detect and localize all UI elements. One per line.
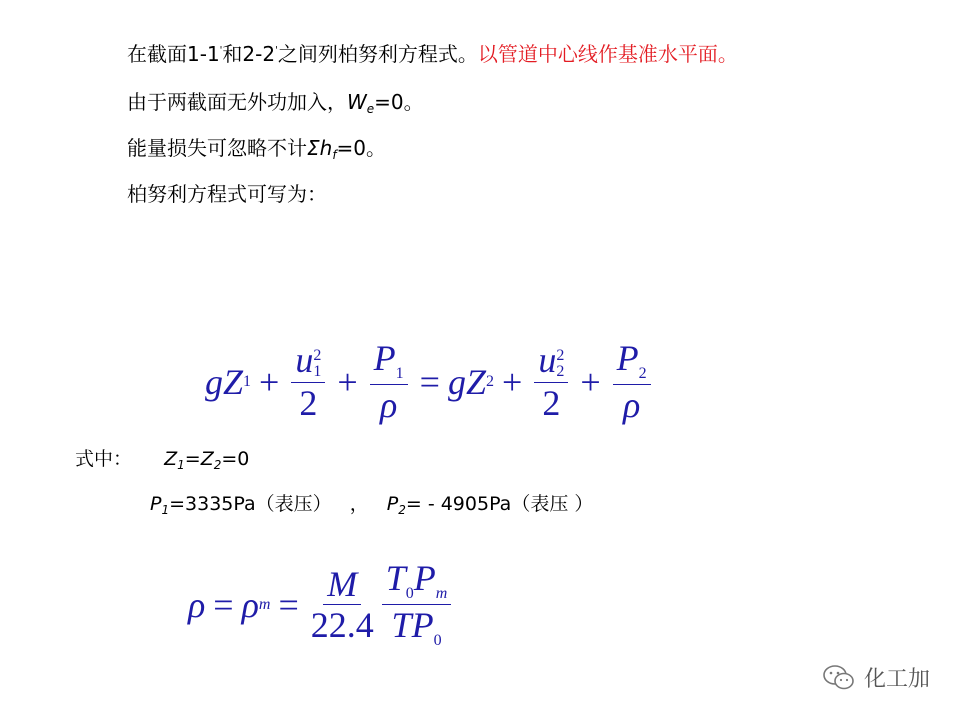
l1-mid: 和2-2: [222, 42, 276, 66]
line-3: [127, 136, 386, 160]
line-2: [127, 90, 424, 114]
eq-equals: =: [278, 584, 299, 625]
prime-1: ': [219, 45, 223, 56]
separator: ，: [349, 493, 369, 515]
m-var: M: [323, 566, 361, 605]
where-label: 式中：: [75, 448, 133, 470]
eq-plus: +: [259, 361, 280, 402]
t0-sub: 0: [405, 585, 414, 602]
eq-plus: +: [337, 361, 358, 402]
l3-head: 能量损失可忽略不计: [127, 136, 307, 160]
frac-den-2: 2: [299, 382, 318, 423]
u-sup: 2: [556, 346, 565, 364]
p1-var: P: [150, 493, 162, 515]
z-sub: 2: [213, 458, 222, 472]
p-var: P: [413, 558, 436, 598]
eq-z-sub: 2: [486, 372, 494, 390]
eq-g: g: [205, 361, 223, 402]
pressure-line: [150, 492, 593, 516]
p2-var: P: [386, 493, 399, 515]
p-var: P: [616, 338, 639, 378]
eq-plus: +: [580, 361, 601, 402]
rho-m-var: ρ: [241, 584, 259, 625]
u-var: u: [538, 340, 557, 381]
den-22-4: 22.4: [310, 605, 374, 645]
u-sub: 1: [313, 362, 322, 380]
rho-var: ρ: [622, 385, 641, 425]
eq-z: Z: [465, 361, 486, 402]
eq-equals: =: [419, 361, 440, 402]
p1-sub: 1: [161, 503, 170, 517]
u-sub: 2: [556, 362, 565, 380]
rho-var: ρ: [380, 385, 398, 425]
line-1: [127, 42, 738, 66]
p-sub: 2: [638, 365, 647, 382]
t-var: T: [385, 558, 406, 598]
l1-tail: 之间列柏努利方程式。: [277, 42, 478, 66]
u-var: u: [295, 340, 314, 381]
l2-var: W: [347, 90, 367, 114]
z-sub: 1: [177, 458, 185, 472]
eq-g: g: [447, 361, 466, 402]
p-sub: 1: [395, 365, 404, 382]
l3-sigma: Σh: [307, 136, 333, 160]
l2-sub: e: [366, 102, 375, 116]
frac-u1: [291, 342, 325, 421]
watermark-text: 化工加: [863, 667, 930, 692]
p2-value: = - 4905Pa（表压 ）: [405, 493, 594, 515]
p2-sub: 2: [398, 503, 406, 517]
z-tail: =0: [221, 448, 250, 470]
frac-p2: [613, 340, 651, 423]
prime-2: ': [275, 45, 278, 56]
frac-t: [382, 560, 452, 649]
bernoulli-equation: [205, 340, 655, 423]
eq-equals: =: [213, 584, 234, 625]
l1-text: 在截面1-1: [127, 42, 220, 66]
u-sup: 2: [313, 346, 322, 364]
eq-z: Z: [223, 361, 244, 402]
l3-tail: =0。: [336, 136, 387, 160]
rho-var: ρ: [188, 584, 206, 625]
l4-text: 柏努利方程式可写为：: [127, 182, 327, 206]
frac-p1: [370, 340, 408, 423]
p-var: P: [411, 605, 434, 645]
eq-plus: +: [502, 361, 523, 402]
t-var: T: [391, 605, 412, 645]
pm-sub: m: [435, 585, 448, 602]
l1-red-text: 以管道中心线作基准水平面。: [477, 42, 738, 66]
rho-m-sub: m: [258, 595, 271, 613]
l2-tail: =0。: [374, 90, 424, 114]
p0-sub: 0: [433, 632, 442, 649]
eq-z-sub: 1: [243, 372, 252, 390]
where-line: [75, 447, 249, 471]
frac-u2: [534, 342, 568, 421]
p-var: P: [373, 338, 396, 378]
p1-value: =3335Pa（表压）: [169, 493, 332, 515]
l2-head: 由于两截面无外功加入，: [127, 90, 347, 114]
z-eq: =Z: [184, 448, 214, 470]
l3-sub: f: [332, 148, 337, 162]
line-4: [127, 182, 327, 206]
watermark: [822, 662, 930, 693]
density-equation: [188, 560, 455, 649]
frac-den-2: 2: [542, 382, 561, 423]
wechat-icon: [822, 664, 856, 692]
frac-m: [311, 566, 374, 643]
z-var: Z: [164, 448, 178, 470]
